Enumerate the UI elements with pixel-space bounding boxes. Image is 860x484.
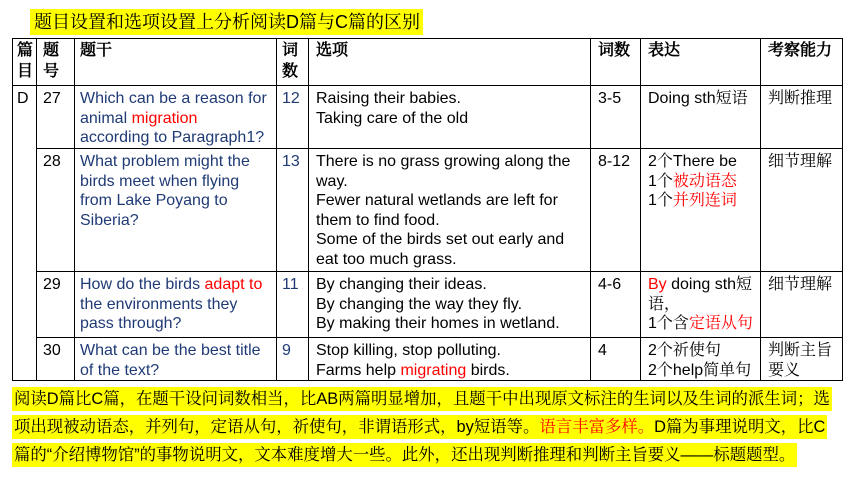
highlighted-term: migrating xyxy=(400,361,467,379)
expression-line: 2个祈使句 xyxy=(648,342,721,359)
header-stem-word-count: 词数 xyxy=(277,39,309,86)
options-cell xyxy=(309,338,591,381)
ability-cell: 细节理解 xyxy=(761,149,843,272)
summary-line xyxy=(12,443,832,471)
question-number: 27 xyxy=(37,86,75,149)
stem-word-count: 12 xyxy=(277,86,309,149)
expression-line: 2个help简单句 xyxy=(648,361,752,379)
stem-word-count: 9 xyxy=(277,338,309,381)
summary-highlight xyxy=(12,415,827,439)
table-row xyxy=(13,149,843,272)
comparison-table xyxy=(12,38,843,381)
expression-cell xyxy=(641,338,761,381)
option-word-count: 3-5 xyxy=(591,86,641,149)
option-word-count: 4 xyxy=(591,338,641,381)
header-question-number: 题号 xyxy=(37,39,75,86)
expression-cell xyxy=(641,86,761,149)
stem-text: What can be the best title of the text? xyxy=(80,342,261,379)
option-line: There is no grass growing along the way. xyxy=(316,153,571,190)
question-number: 29 xyxy=(37,272,75,338)
expression-text: doing sth短语， xyxy=(648,276,753,313)
highlighted-term: 定语从句 xyxy=(688,315,753,332)
summary-paragraph xyxy=(12,387,832,471)
stem-text: according to Paragraph1? xyxy=(80,129,265,146)
header-passage: 篇目 xyxy=(13,39,37,86)
expression-line xyxy=(648,191,756,211)
stem-text: the environments they pass through? xyxy=(80,295,238,332)
summary-text: D篇为事理说明文，比C xyxy=(654,418,826,436)
option-text: Farms help xyxy=(316,361,401,379)
option-text: birds. xyxy=(466,361,510,379)
question-number: 28 xyxy=(37,149,75,272)
question-stem xyxy=(75,338,277,381)
expression-line xyxy=(648,152,756,172)
header-stem: 题干 xyxy=(75,39,277,86)
ability-cell: 判断主旨要义 xyxy=(761,338,843,381)
expression-line xyxy=(648,275,756,314)
options-cell xyxy=(309,86,591,149)
stem-text: What problem might the birds meet when flying from Lake Poyang to Siberia? xyxy=(80,153,250,229)
header-ability: 考察能力 xyxy=(761,39,843,86)
expression-line xyxy=(648,314,756,334)
expression-text: 1个 xyxy=(648,172,673,190)
highlighted-term: 被动语态 xyxy=(672,172,737,190)
option-word-count: 8-12 xyxy=(591,149,641,272)
expression-cell xyxy=(641,149,761,272)
expression-text: 1个含 xyxy=(648,315,689,332)
expression-text: 1个 xyxy=(648,192,673,209)
header-options: 选项 xyxy=(309,39,591,86)
table-row xyxy=(13,86,843,149)
summary-text: 篇的“介绍博物馆”的事物说明文，文本难度增大一些。此外，还出现判断推理和判断主旨要义——标题题型。 xyxy=(14,446,796,464)
summary-emphasis: 语言丰富多样。 xyxy=(539,418,655,436)
highlighted-term: migration xyxy=(131,109,198,127)
stem-text: Which can be a reason for animal xyxy=(80,90,267,127)
stem-text: How do the birds xyxy=(80,276,205,293)
summary-text: 阅读D篇比C篇，在题干设问词数相当，比AB两篇明显增加，且题干中出现原文标注的生词以及生词的派生词；选 xyxy=(14,390,830,408)
expression-text: 2个There be xyxy=(648,153,737,170)
summary-line xyxy=(12,415,832,443)
option-line: Stop killing, stop polluting. xyxy=(316,342,501,359)
stem-word-count: 11 xyxy=(277,272,309,338)
highlighted-term: 并列连词 xyxy=(672,192,737,209)
header-expression: 表达 xyxy=(641,39,761,86)
summary-line xyxy=(12,387,832,415)
expression-line xyxy=(648,172,756,192)
option-line: Fewer natural wetlands are left for them to find food. xyxy=(316,192,558,229)
option-line: By making their homes in wetland. xyxy=(316,315,560,332)
options-cell xyxy=(309,272,591,338)
option-word-count: 4-6 xyxy=(591,272,641,338)
table-row xyxy=(13,338,843,381)
ability-cell: 细节理解 xyxy=(761,272,843,338)
highlighted-term: By xyxy=(648,276,667,293)
summary-highlight xyxy=(12,443,797,467)
table-header-row xyxy=(13,39,843,86)
highlighted-term: adapt to xyxy=(204,276,263,293)
question-stem xyxy=(75,149,277,272)
expression-cell xyxy=(641,272,761,338)
question-number: 30 xyxy=(37,338,75,381)
question-stem xyxy=(75,86,277,149)
passage-cell: D xyxy=(13,86,37,381)
summary-text: 项出现被动语态，并列句，定语从句，祈使句，非谓语形式，by短语等。 xyxy=(14,418,540,436)
option-line: Raising their babies. xyxy=(316,90,461,107)
option-line xyxy=(316,361,584,381)
ability-cell: 判断推理 xyxy=(761,86,843,149)
stem-word-count: 13 xyxy=(277,149,309,272)
slide-title: 题目设置和选项设置上分析阅读D篇与C篇的区别 xyxy=(30,9,423,35)
question-stem xyxy=(75,272,277,338)
options-cell xyxy=(309,149,591,272)
option-line: Some of the birds set out early and eat too much grass. xyxy=(316,231,565,268)
summary-highlight xyxy=(12,387,832,411)
option-line: Taking care of the old xyxy=(316,109,469,127)
header-option-word-count: 词数 xyxy=(591,39,641,86)
option-line: By changing their ideas. xyxy=(316,276,487,293)
table-row xyxy=(13,272,843,338)
expression-line: Doing sth短语 xyxy=(648,90,748,107)
option-line: By changing the way they fly. xyxy=(316,295,523,313)
